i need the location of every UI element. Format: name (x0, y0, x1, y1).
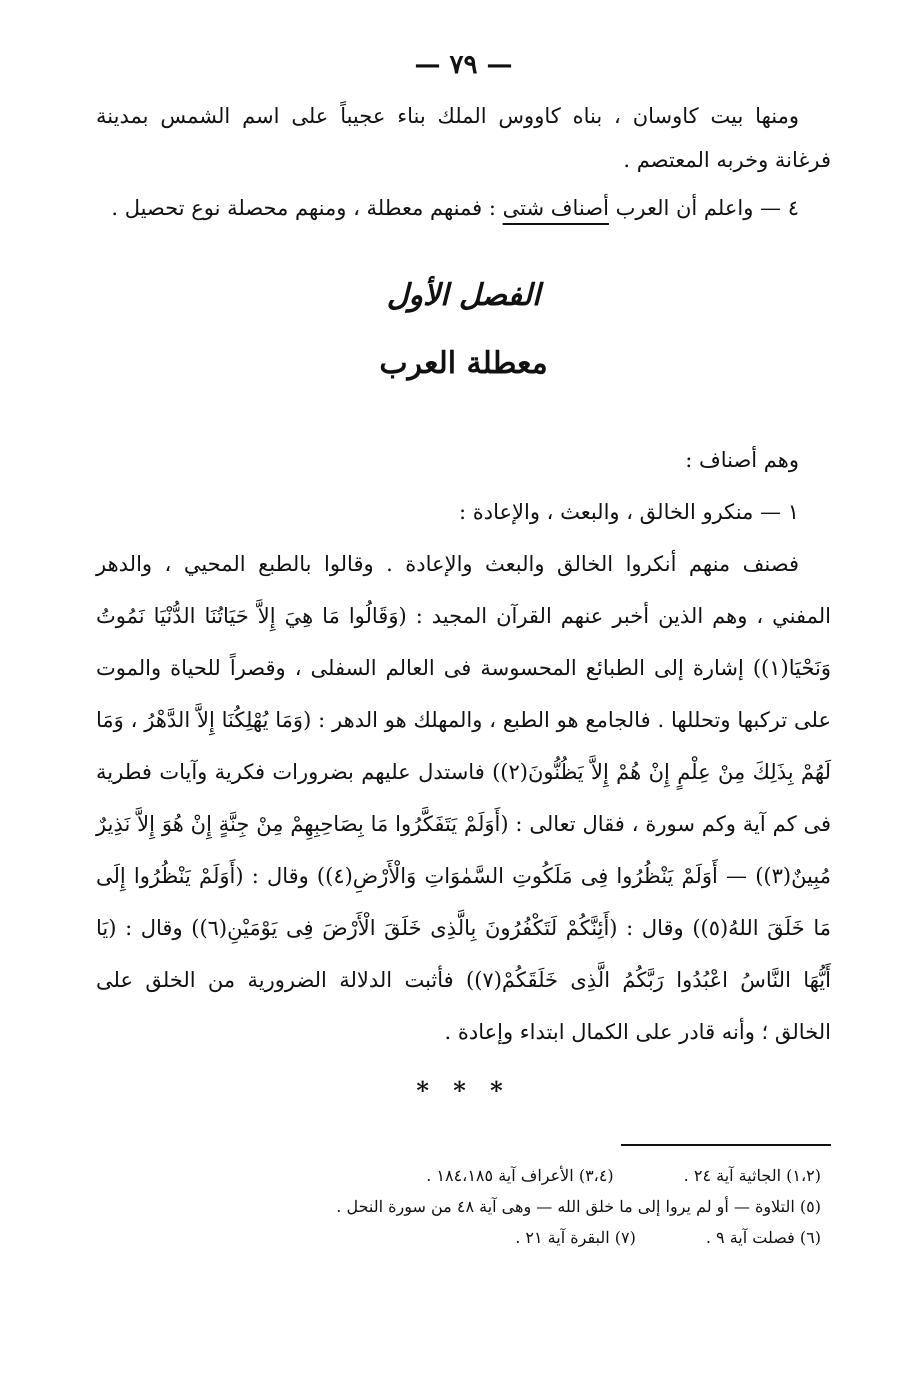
page-number: — ٧٩ — (414, 50, 513, 80)
main-paragraph: فصنف منهم أنكروا الخالق والبعث والإعادة . وقالوا بالطبع المحيي ، والدهر المفني ، وهم الذين أخبر عنهم القرآن المجيد : (وَقَالُوا مَا هِيَ إِلاَّ حَيَاتُنَا الدُّنْيَا نَمُوتُ وَنَحْيَا(١)) إشارة إلى الطبائع المحسوسة فى العالم السفلى ، وقصراً للحياة والموت على تركبها وتحللها . فالجامع هو الطبع ، والمهلك هو الدهر : (وَمَا يُهْلِكُنَا إِلاَّ الدَّهْرُ ، وَمَا لَهُمْ بِذَلِكَ مِنْ عِلْمٍ إِنْ هُمْ إِلاَّ يَظُنُّونَ(٢)) فاستدل عليهم بضرورات فكرية وآيات فطرية فى كم آية وكم سورة ، فقال تعالى : (أَوَلَمْ يَتَفَكَّرُوا مَا بِصَاحِبِهِمْ مِنْ جِنَّةٍ إِنْ هُوَ إِلاَّ نَذِيرٌ مُبِينٌ(٣)) — أَوَلَمْ يَنْظُرُوا فِى مَلَكُوتِ السَّمٰوَاتِ وَالْأَرْضِ(٤)) وقال : (أَوَلَمْ يَنْظُرُوا إِلَى مَا خَلَقَ اللهُ(٥)) وقال : (أَئِنَّكُمْ لَتَكْفُرُونَ بِالَّذِى خَلَقَ الْأَرْضَ فِى يَوْمَيْنِ(٦)) وقال : (يَا أَيُّهَا النَّاسُ اعْبُدُوا رَبَّكُمُ الَّذِى خَلَقَكُمْ(٧)) فأثبت الدلالة الضرورية من الخلق على الخالق ؛ وأنه قادر على الكمال ابتداء وإعادة . (96, 552, 831, 1044)
intro-paragraph-arab-classes (96, 186, 831, 230)
footnotes (96, 1160, 831, 1253)
item4-tail: : فمنهم معطلة ، ومنهم محصلة نوع تحصيل . (111, 196, 503, 220)
item4-lead: ٤ — واعلم أن العرب (608, 196, 799, 220)
section-separator: * * * (416, 1076, 511, 1105)
footnote-row (96, 1191, 821, 1222)
footnote-divider (621, 1144, 831, 1146)
chapter-heading: الفصل الأول (386, 278, 541, 313)
footnote-3-4: (٣،٤) الأعراف آية ١٨٤،١٨٥ . (426, 1166, 614, 1185)
intro-paragraph-kawusan: ومنها بيت كاوسان ، بناه كاووس الملك بناء عجيباً على اسم الشمس بمدينة فرغانة وخربه المعتصم . (96, 104, 831, 172)
footnote-7: (٧) البقرة آية ٢١ . (515, 1228, 636, 1247)
chapter-title: معطلة العرب (379, 346, 548, 381)
footnote-1-2: (١،٢) الجاثية آية ٢٤ . (683, 1166, 821, 1185)
footnote-6: (٦) فصلت آية ٩ . (705, 1228, 821, 1247)
chapter-body (96, 434, 831, 1058)
item-1-heading: ١ — منكرو الخالق ، والبعث ، والإعادة : (458, 500, 799, 524)
footnote-row (96, 1222, 821, 1253)
footnote-row (96, 1160, 821, 1191)
item4-underlined-phrase: أصناف شتى (502, 196, 609, 220)
footnote-5: (٥) التلاوة — أو لم يروا إلى ما خلق الله — وهى آية ٤٨ من سورة النحل . (336, 1197, 821, 1216)
classes-intro: وهم أصناف : (685, 448, 799, 472)
